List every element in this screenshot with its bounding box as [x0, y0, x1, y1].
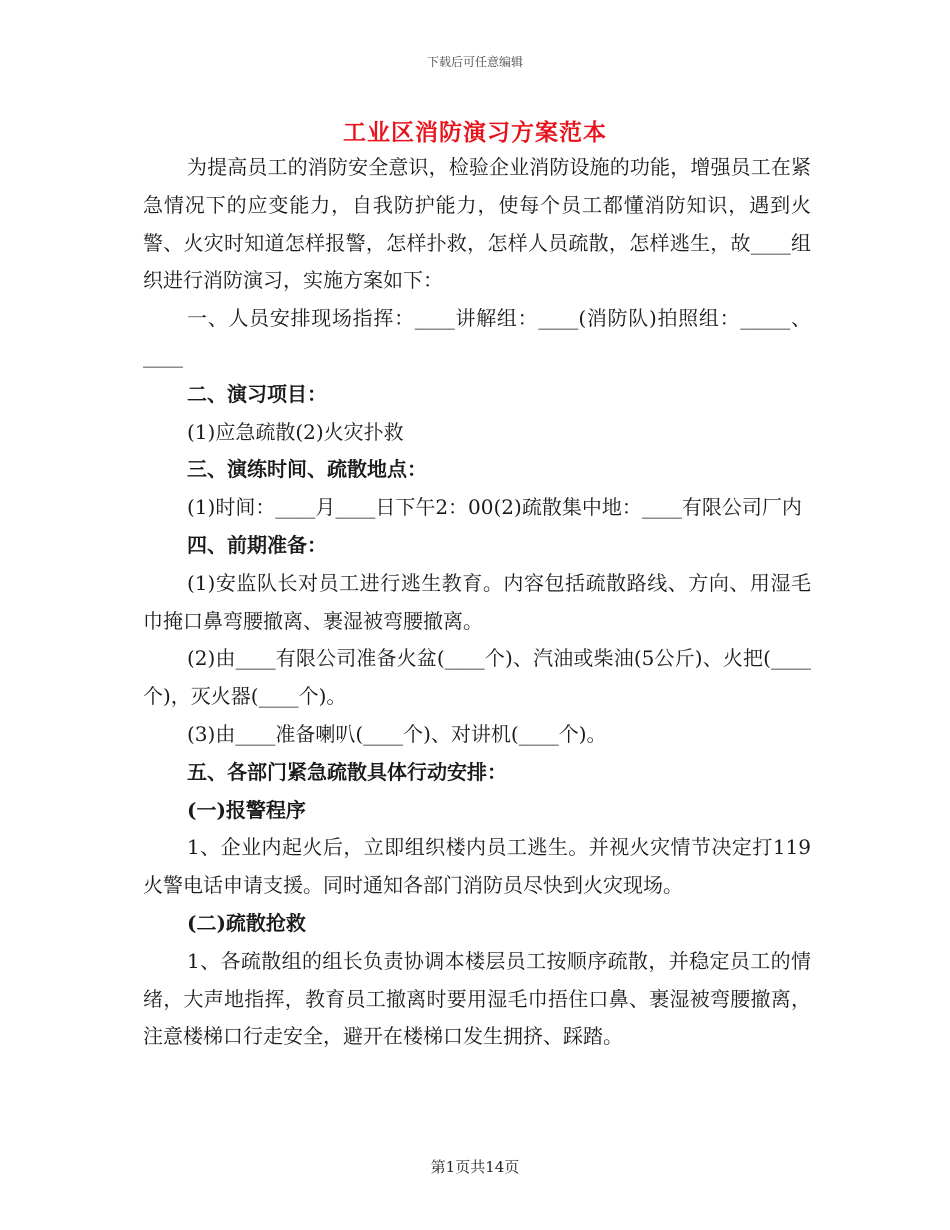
section-3-heading: 三、演练时间、疏散地点：	[187, 457, 427, 482]
section-4-item-1: (1)安监队长对员工进行逃生教育。内容包括疏散路线、方向、用湿毛巾掩口鼻弯腰撤离、裹湿被弯腰撤离。	[143, 570, 811, 633]
intro-paragraph: 为提高员工的消防安全意识，检验企业消防设施的功能，增强员工在紧急情况下的应变能力，自我防护能力，使每个员工都懂消防知识，遇到火警、火灾时知道怎样报警，怎样扑救，怎样人员疏散，怎样逃生，故____组织进行消防演习，实施方案如下：	[143, 155, 811, 293]
subsection-alarm-item-1: 1、企业内起火后，立即组织楼内员工逃生。并视火灾情节决定打119火警电话申请支援。同时通知各部门消防员尽快到火灾现场。	[143, 835, 811, 898]
section-3-time-location: (1)时间：____月____日下午2：00(2)疏散集中地：____有限公司厂内	[187, 495, 802, 520]
subsection-alarm-heading: (一)报警程序	[187, 797, 306, 822]
section-2-items: (1)应急疏散(2)火灾扑救	[187, 419, 404, 444]
section-2-heading: 二、演习项目：	[187, 381, 327, 406]
section-1-personnel: 一、人员安排现场指挥：____讲解组：____(消防队)拍照组：_____、____	[143, 306, 811, 368]
document-body	[143, 149, 811, 1056]
document-title: 工业区消防演习方案范本	[343, 120, 607, 146]
section-4-item-3: (3)由____准备喇叭(____个)、对讲机(____个)。	[187, 721, 607, 746]
page-header-note: 下载后可任意编辑	[426, 55, 523, 69]
subsection-evacuation-item-1: 1、各疏散组的组长负责协调本楼层员工按顺序疏散，并稳定员工的情绪，大声地指挥，教育员工撤离时要用湿毛巾捂住口鼻、裹湿被弯腰撤离，注意楼梯口行走安全，避开在楼梯口发生拥挤、踩踏。	[143, 948, 811, 1049]
section-4-item-2: (2)由____有限公司准备火盆(____个)、汽油或柴油(5公斤)、火把(____个)，灭火器(____个)。	[143, 646, 811, 709]
section-4-heading: 四、前期准备：	[187, 532, 327, 557]
page-number-footer: 第1页共14页	[430, 1158, 520, 1176]
subsection-evacuation-heading: (二)疏散抢救	[187, 910, 306, 935]
section-5-heading: 五、各部门紧急疏散具体行动安排：	[187, 759, 507, 784]
